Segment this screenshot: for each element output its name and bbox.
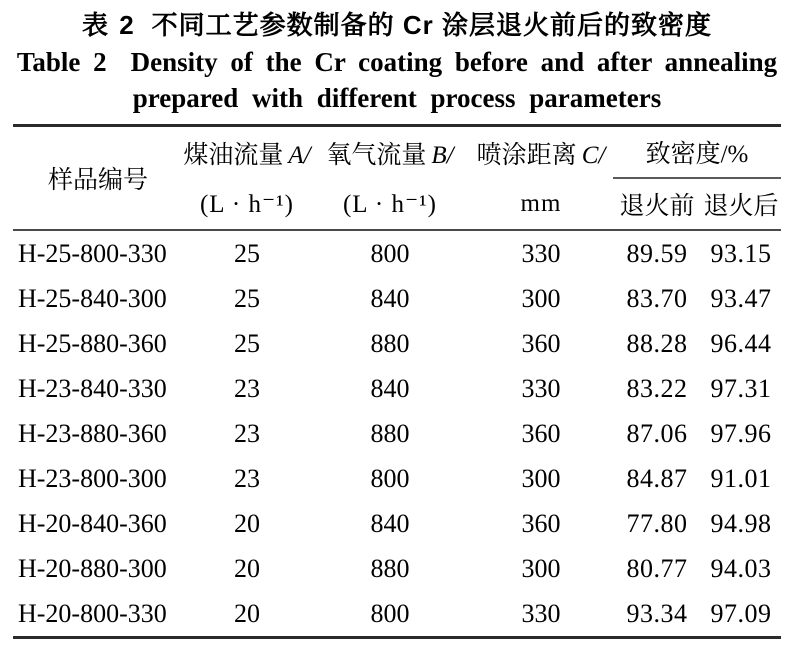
cell-oxygen-flow: 880	[370, 553, 410, 583]
cell-density-before: 93.34	[626, 598, 688, 628]
cell-oxygen-flow: 800	[370, 463, 410, 493]
cell-density-after: 93.15	[710, 238, 772, 268]
cell-density-before: 84.87	[626, 463, 688, 493]
cell-sample-id: H-23-800-300	[18, 463, 167, 493]
header-spray-distance-label: 喷涂距离	[476, 141, 577, 169]
table-caption-zh-text: 不同工艺参数制备的 Cr 涂层退火前后的致密度	[151, 10, 713, 40]
cell-sample-id: H-20-840-360	[18, 508, 167, 538]
cell-oxygen-flow: 840	[370, 283, 410, 313]
table-caption-en-line1	[0, 44, 794, 81]
data-table	[13, 124, 781, 639]
header-before-annealing: 退火前	[613, 178, 701, 230]
header-distance-unit: mm	[469, 178, 613, 230]
header-kerosene-flow	[183, 126, 311, 179]
header-spray-distance-variable: C/	[581, 141, 606, 169]
cell-kerosene-flow: 23	[234, 373, 260, 403]
cell-oxygen-flow: 880	[370, 328, 410, 358]
cell-kerosene-flow: 20	[234, 508, 260, 538]
table-row	[13, 230, 781, 276]
cell-oxygen-flow: 880	[370, 418, 410, 448]
cell-sample-id: H-23-880-360	[18, 418, 167, 448]
cell-spray-distance: 360	[521, 418, 561, 448]
cell-sample-id: H-25-840-300	[18, 283, 167, 313]
cell-density-before: 77.80	[626, 508, 688, 538]
header-sample-id: 样品编号	[13, 126, 183, 231]
header-after-annealing: 退火后	[701, 178, 781, 230]
header-oxygen-flow-variable: B/	[431, 141, 454, 169]
cell-sample-id: H-25-800-330	[18, 238, 167, 268]
header-oxygen-flow	[311, 126, 469, 179]
cell-density-after: 94.03	[710, 553, 772, 583]
table-caption-en-text: Density of the Cr coating before and after annealing	[130, 47, 778, 77]
cell-spray-distance: 330	[521, 598, 561, 628]
cell-density-before: 80.77	[626, 553, 688, 583]
cell-spray-distance: 330	[521, 238, 561, 268]
header-oxygen-unit: (L · h⁻¹)	[311, 178, 469, 230]
cell-density-before: 87.06	[626, 418, 688, 448]
cell-oxygen-flow: 800	[370, 238, 410, 268]
cell-kerosene-flow: 25	[234, 283, 260, 313]
cell-oxygen-flow: 840	[370, 508, 410, 538]
cell-kerosene-flow: 23	[234, 463, 260, 493]
table-row	[13, 276, 781, 321]
header-row-1	[13, 126, 781, 179]
cell-density-after: 94.98	[710, 508, 772, 538]
cell-density-before: 83.70	[626, 283, 688, 313]
cell-oxygen-flow: 840	[370, 373, 410, 403]
cell-kerosene-flow: 25	[234, 238, 260, 268]
header-kerosene-flow-label: 煤油流量	[183, 141, 284, 169]
header-oxygen-flow-label: 氧气流量	[326, 141, 427, 169]
table-caption-en-line2: prepared with different process parameters	[132, 83, 662, 113]
cell-spray-distance: 360	[521, 508, 561, 538]
cell-kerosene-flow: 20	[234, 598, 260, 628]
header-spray-distance	[469, 126, 613, 179]
table-row	[13, 366, 781, 411]
cell-sample-id: H-20-800-330	[18, 598, 167, 628]
cell-density-before: 83.22	[626, 373, 688, 403]
cell-spray-distance: 300	[521, 283, 561, 313]
cell-density-after: 91.01	[710, 463, 772, 493]
cell-kerosene-flow: 25	[234, 328, 260, 358]
cell-density-before: 88.28	[626, 328, 688, 358]
table-row	[13, 501, 781, 546]
header-density-group: 致密度/%	[613, 126, 781, 179]
cell-density-after: 96.44	[710, 328, 772, 358]
cell-sample-id: H-25-880-360	[18, 328, 167, 358]
table-row	[13, 321, 781, 366]
header-kerosene-unit: (L · h⁻¹)	[183, 178, 311, 230]
cell-density-before: 89.59	[626, 238, 688, 268]
cell-kerosene-flow: 23	[234, 418, 260, 448]
cell-density-after: 93.47	[710, 283, 772, 313]
cell-sample-id: H-20-880-300	[18, 553, 167, 583]
cell-kerosene-flow: 20	[234, 553, 260, 583]
table-row	[13, 456, 781, 501]
table-row	[13, 411, 781, 456]
cell-sample-id: H-23-840-330	[18, 373, 167, 403]
table-caption-zh	[0, 6, 794, 44]
table-caption-en-label: Table 2	[16, 47, 107, 77]
cell-oxygen-flow: 800	[370, 598, 410, 628]
table-caption-zh-label: 表 2	[81, 10, 136, 40]
table-row	[13, 591, 781, 638]
cell-density-after: 97.96	[710, 418, 772, 448]
cell-density-after: 97.09	[710, 598, 772, 628]
table-row	[13, 546, 781, 591]
cell-density-after: 97.31	[710, 373, 772, 403]
header-kerosene-flow-variable: A/	[288, 141, 311, 169]
cell-spray-distance: 360	[521, 328, 561, 358]
cell-spray-distance: 300	[521, 553, 561, 583]
cell-spray-distance: 330	[521, 373, 561, 403]
cell-spray-distance: 300	[521, 463, 561, 493]
